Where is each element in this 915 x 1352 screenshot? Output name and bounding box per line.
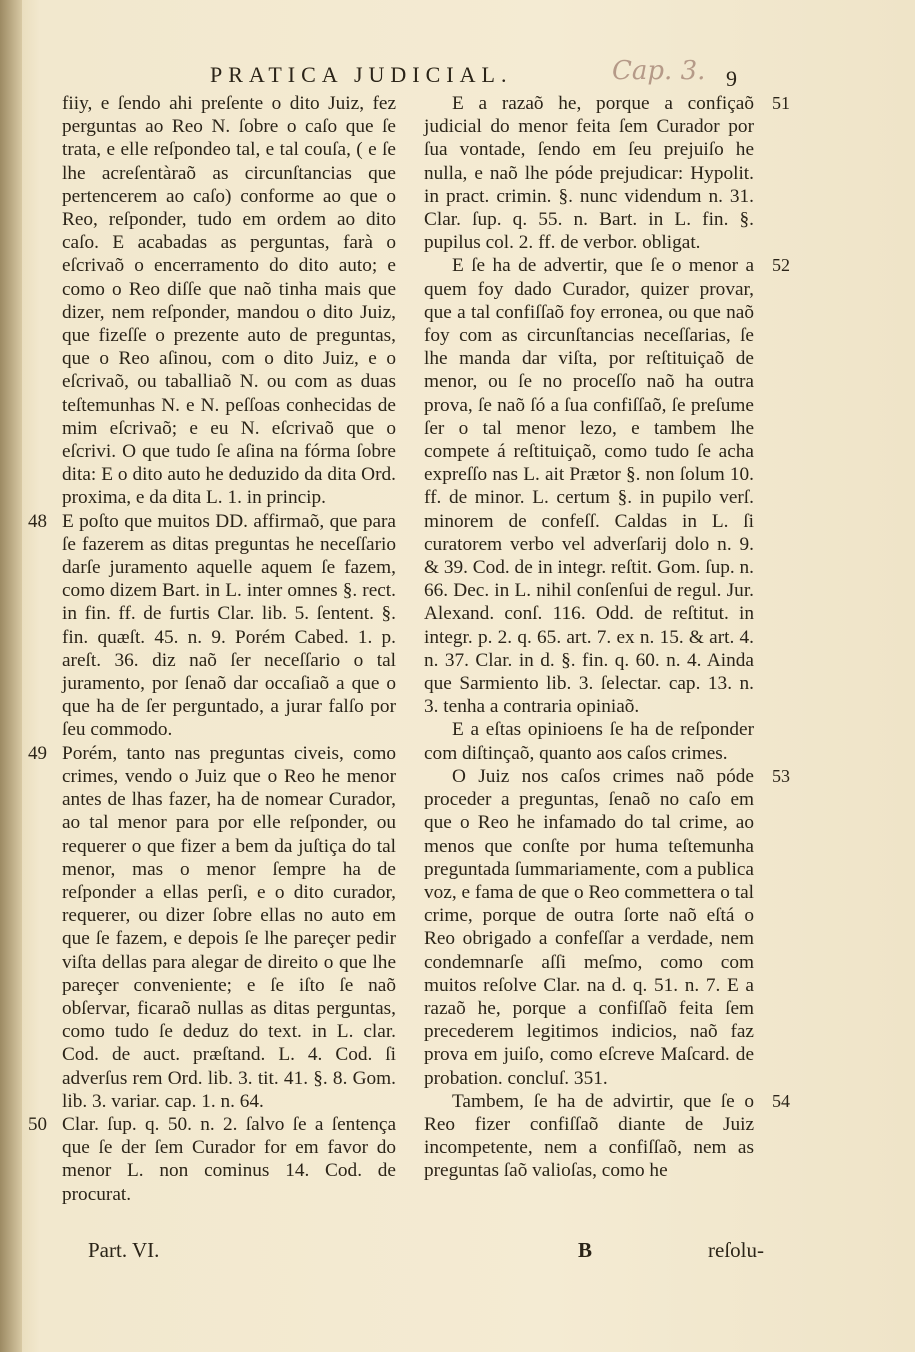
paragraph-number: 50 [28, 1113, 47, 1135]
paragraph [62, 92, 396, 510]
paragraph [424, 765, 790, 1090]
paragraph-number: 48 [28, 510, 47, 532]
paragraph-text: Tambem, ſe ha de advirtir, que ſe o Reo fizer confiſſaõ diante de Juiz incompetente, nem a confiſſaõ, nem as preguntas ſaõ valioſas, como he [424, 1090, 754, 1182]
handwritten-note: Cap. 3. [612, 56, 706, 86]
paragraph [424, 718, 754, 764]
paragraph-number: 49 [28, 742, 47, 764]
paragraph-text: E ſe ha de advertir, que ſe o menor a quem foy dado Curador, quizer provar, que a tal confiſſaõ foy erronea, ou que naõ foy com as circunſtancias neceſſarias, ſe lhe manda dar viſta, por reſtituiçaõ de menor, ou ſe no proceſſo naõ ha outra prova, ſe naõ ſó a ſua confiſſaõ, ſe preſume ſer o tal menor lezo, e tambem lhe compete á reſtituiçaõ, como tudo ſe acha expreſſo nas L. ait Prætor §. non ſolum 10. ff. de minor. L. certum §. in pupilo verſ. minorem de confeſſ. Caldas in L. ſi curatorem verbo vel adverſarij dolo n. 9. & 39. Cod. de in integr. reſtit. Gom. ſup. n. 66. Dec. in L. nihil conſenſui de regul. Jur. Alexand. conſ. 116. Odd. de reſtitut. in integr. p. 2. q. 65. art. 7. ex n. 15. & art. 4. n. 37. Clar. in d. §. fin. q. 60. n. 4. Ainda que Sarmiento lib. 3. ſelectar. cap. 13. n. 3. tenha a contraria opiniaõ. [424, 255, 754, 718]
paragraph [424, 92, 790, 254]
paragraph-text: E a eſtas opinioens ſe ha de reſponder com diſtinçaõ, quanto aos caſos crimes. [424, 719, 754, 764]
right-column [424, 92, 790, 1183]
paragraph-number: 53 [772, 765, 790, 786]
paragraph [28, 742, 396, 1113]
paragraph [424, 1090, 790, 1183]
signature-mark: B [578, 1238, 593, 1262]
paragraph [424, 254, 790, 718]
paragraph-text: E poſto que muitos DD. affirmaõ, que para ſe fazerem as ditas preguntas he neceſſario darſe juramento aquelle aquem ſe fazem, como dizem Bart. in L. inter omnes §. rect. in fin. ff. de furtis Clar. lib. 5. ſentent. §. fin. quæſt. 45. n. 9. Porém Cabed. 1. p. areſt. 36. diz naõ ſer neceſſario o tal juramento, por ſenaõ dar occaſiaõ a que o que ha de ſer perguntado, a jurar falſo por ſeu commodo. [62, 510, 396, 741]
paragraph [28, 1113, 396, 1206]
page-number: 9 [726, 66, 737, 91]
paragraph-number: 54 [772, 1090, 790, 1111]
paragraph-text: Clar. ſup. q. 50. n. 2. ſalvo ſe a ſentença que ſe der ſem Curador for em favor do menor L. non cominus 14. Cod. de procurat. [62, 1113, 396, 1205]
paragraph-text: fiiy, e ſendo ahi preſente o dito Juiz, fez perguntas ao Reo N. ſobre o caſo que ſe trata, e elle reſpondeo tal, e tal couſa, ( e ſe lhe acreſentàraõ as circunſtancias que pertencerem ao caſo) conforme ao que o Reo, reſponder, tudo em ordem ao dito caſo. E acabadas as perguntas, farà o eſcrivaõ o encerramento do dito auto; e como o Reo diſſe que naõ tinha mais que dizer, nem reſponder, mandou o dito Juiz, que fizeſſe o prezente auto de preguntas, que o Reo aſinou, com o dito Juiz, e o eſcrivaõ, ou taballiaõ N. ou com as duas teſtemunhas N. e N. peſſoas conhecidas de mim eſcrivaõ; e eu N. eſcrivaõ que o eſcrivi. O que tudo ſe aſina na fórma ſobre dita: E o dito auto he deduzido da dita Ord. proxima, e da dita L. 1. in princip. [62, 93, 396, 509]
paragraph-number: 51 [772, 93, 790, 113]
paragraph [28, 510, 396, 742]
running-title: PRATICA JUDICIAL. [210, 62, 513, 87]
part-label: Part. VI. [88, 1238, 160, 1262]
catchword: reſolu- [708, 1238, 764, 1262]
paragraph-text: E a razaõ he, porque a confiçaõ judicial do menor feita ſem Curador por ſua vontade, ſendo em ſeu prejuiſo he nulla, e naõ lhe póde prejudicar: Hypolit. in pract. crimin. §. nunc videndum n. 31. Clar. ſup. q. 55. n. Bart. in L. fin. §. pupilus col. 2. ff. de verbor. obligat. [424, 93, 754, 254]
paragraph-text: O Juiz nos caſos crimes naõ póde proceder a preguntas, ſenaõ no caſo em que o Reo he infamado do tal crime, ao menos que conſte por huma teſtemunha preguntada ſummariamente, com a publica voz, e fama de que o Reo commettera o tal crime, porque de outra ſorte naõ eſtá o Reo obrigado a confeſſar a verdade, nem condemnarſe aſſi meſmo, como com muitos reſolve Clar. na d. q. 51. n. 7. E a razaõ he, porque a confiſſaõ feita ſem precederem legitimos indicios, naõ faz prova em juiſo, como eſcreve Maſcard. de probation. concluſ. 351. [424, 765, 754, 1089]
page-header [0, 56, 915, 96]
left-column [28, 92, 396, 1206]
paragraph-text: Porém, tanto nas preguntas civeis, como crimes, vendo o Juiz que o Reo he menor antes de lhas fazer, ha de nomear Curador, ao tal menor para por elle reſponder, ou requerer o que fizer a bem da juſtiça do tal menor, mas o menor ſempre ha de reſponder a ellas perſi, e o dito curador, requerer, ou dizer ſobre ellas no auto em que ſe fazem, e depois ſe lhe pareçer pedir viſta dellas para alegar de direito o que lhe pareçer conveniente; e ſe iſto ſe naõ obſervar, ficaraõ nullas as ditas perguntas, como tudo ſe deduz do text. in L. clar. Cod. de auct. præſtand. L. 4. Cod. ſi adverſus rem Ord. lib. 3. tit. 41. §. 8. Gom. lib. 3. variar. cap. 1. n. 64. [62, 742, 396, 1112]
page-gutter [0, 0, 22, 1352]
paragraph-number: 52 [772, 255, 790, 276]
